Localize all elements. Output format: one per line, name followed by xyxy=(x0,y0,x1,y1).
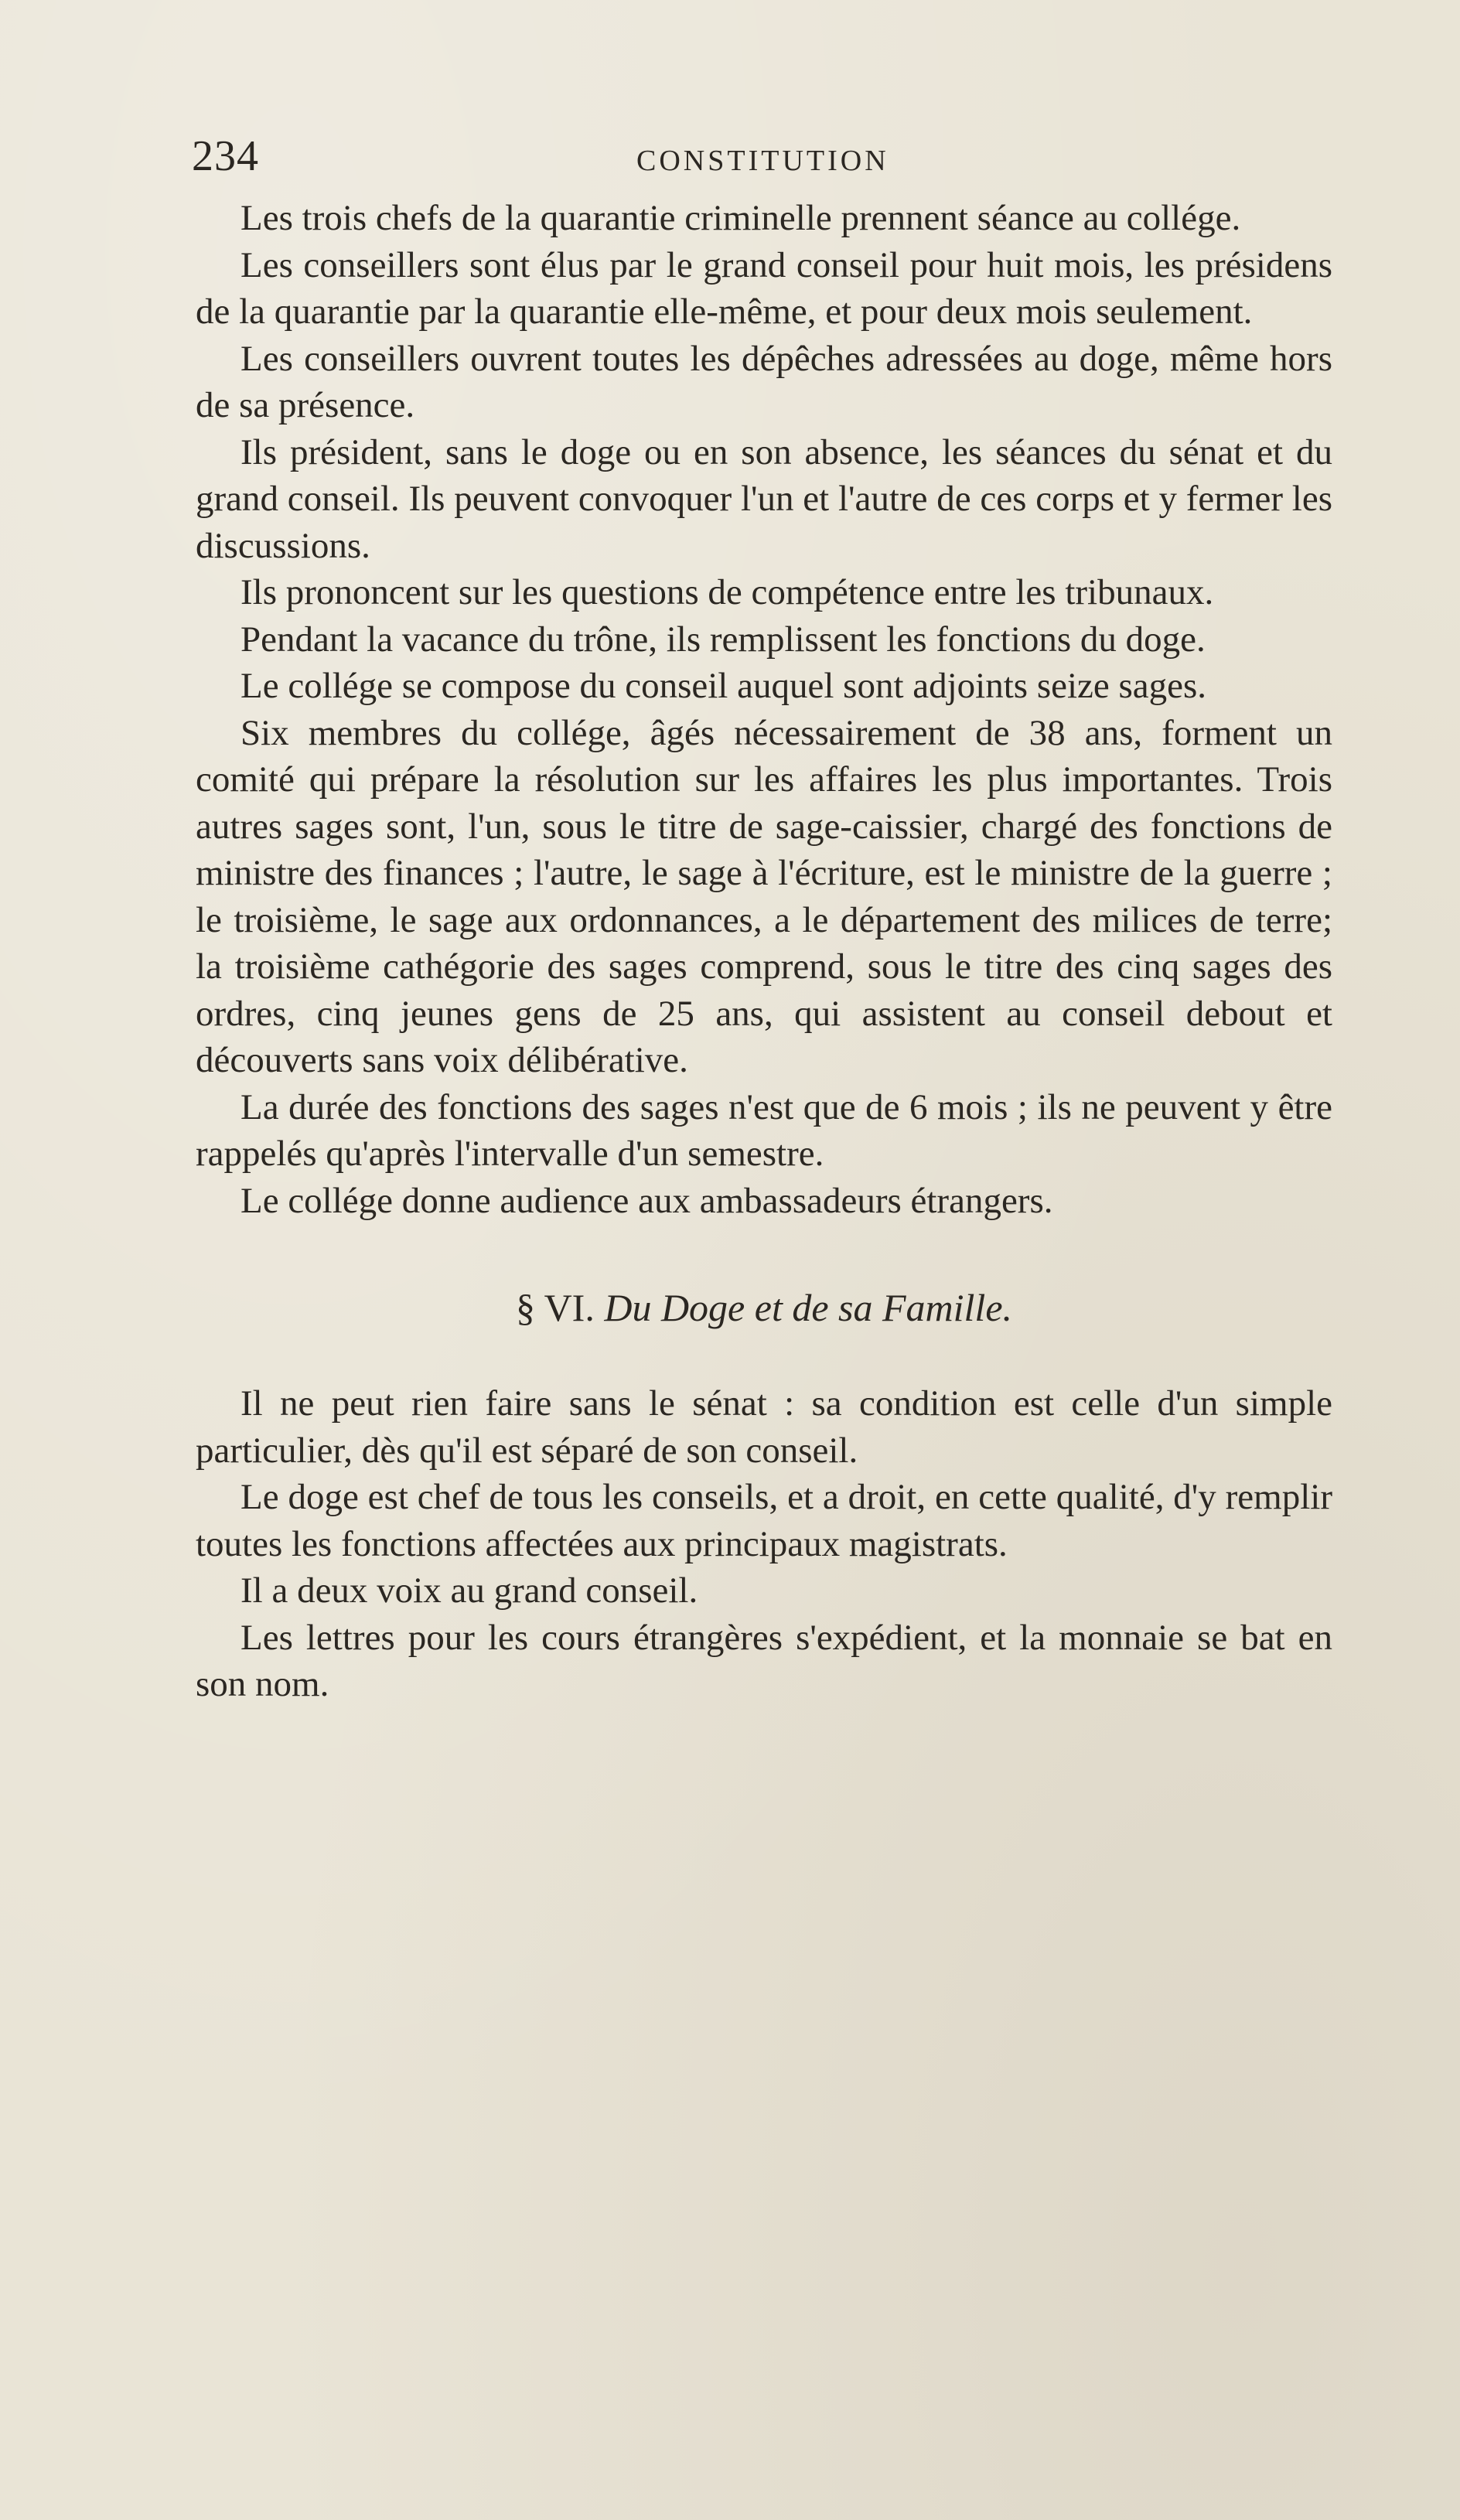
paragraph: Les conseillers sont élus par le grand conseil pour huit mois, les présidens de la quarantie par la quarantie elle-même, et pour deux mois seulement. xyxy=(196,244,1332,332)
paragraph: Le collége se compose du conseil auquel sont adjoints seize sages. xyxy=(240,666,1207,706)
paragraph: Les trois chefs de la quarantie criminelle prennent séance au collége. xyxy=(240,198,1241,238)
paragraph: Il a deux voix au grand conseil. xyxy=(240,1570,698,1611)
running-title: CONSTITUTION xyxy=(636,145,889,177)
section-title: Du Doge et de sa Famille. xyxy=(604,1286,1013,1329)
paragraph: Ils président, sans le doge ou en son absence, les séances du sénat et du grand conseil. Ils peuvent convoquer l'un et l'autre de ces corps et y fermer les discussions. xyxy=(196,431,1332,566)
section-number: VI. xyxy=(544,1286,595,1329)
paragraph: Le doge est chef de tous les conseils, et a droit, en cette qualité, d'y remplir toutes les fonctions affectées aux principaux magistrats. xyxy=(196,1477,1332,1564)
page-number: 234 xyxy=(192,132,259,180)
running-head xyxy=(192,131,1336,186)
paragraph: Pendant la vacance du trône, ils remplissent les fonctions du doge. xyxy=(240,619,1206,660)
paragraph: Les conseillers ouvrent toutes les dépêches adressées au doge, même hors de sa présence. xyxy=(196,338,1332,425)
paragraph: Le collége donne audience aux ambassadeurs étrangers. xyxy=(240,1180,1053,1221)
section-symbol: § xyxy=(515,1286,535,1329)
body-text xyxy=(196,195,1332,1708)
section-heading xyxy=(196,1284,1332,1331)
paragraph: Six membres du collége, âgés nécessairement de 38 ans, forment un comité qui prépare la résolution sur les affaires les plus importantes. Trois autres sages sont, l'un, sous le titre de sage-caissier, chargé des fonctions de ministre des finances ; l'autre, le sage à l'écriture, est le ministre de la guerre ; le troisième, le sage aux ordonnances, a le département des milices de terre; la troisième cathégorie des sages comprend, sous le titre des cinq sages des ordres, cinq jeunes gens de 25 ans, qui assistent au conseil debout et découverts sans voix délibérative. xyxy=(196,712,1332,1080)
paragraph: Les lettres pour les cours étrangères s'expédient, et la monnaie se bat en son nom. xyxy=(196,1617,1332,1704)
paragraph: Ils prononcent sur les questions de compétence entre les tribunaux. xyxy=(240,572,1214,612)
paragraph: Il ne peut rien faire sans le sénat : sa condition est celle d'un simple particulier, dès qu'il est séparé de son conseil. xyxy=(196,1383,1332,1471)
paragraph: La durée des fonctions des sages n'est que de 6 mois ; ils ne peuvent y être rappelés qu'après l'intervalle d'un semestre. xyxy=(196,1086,1332,1174)
